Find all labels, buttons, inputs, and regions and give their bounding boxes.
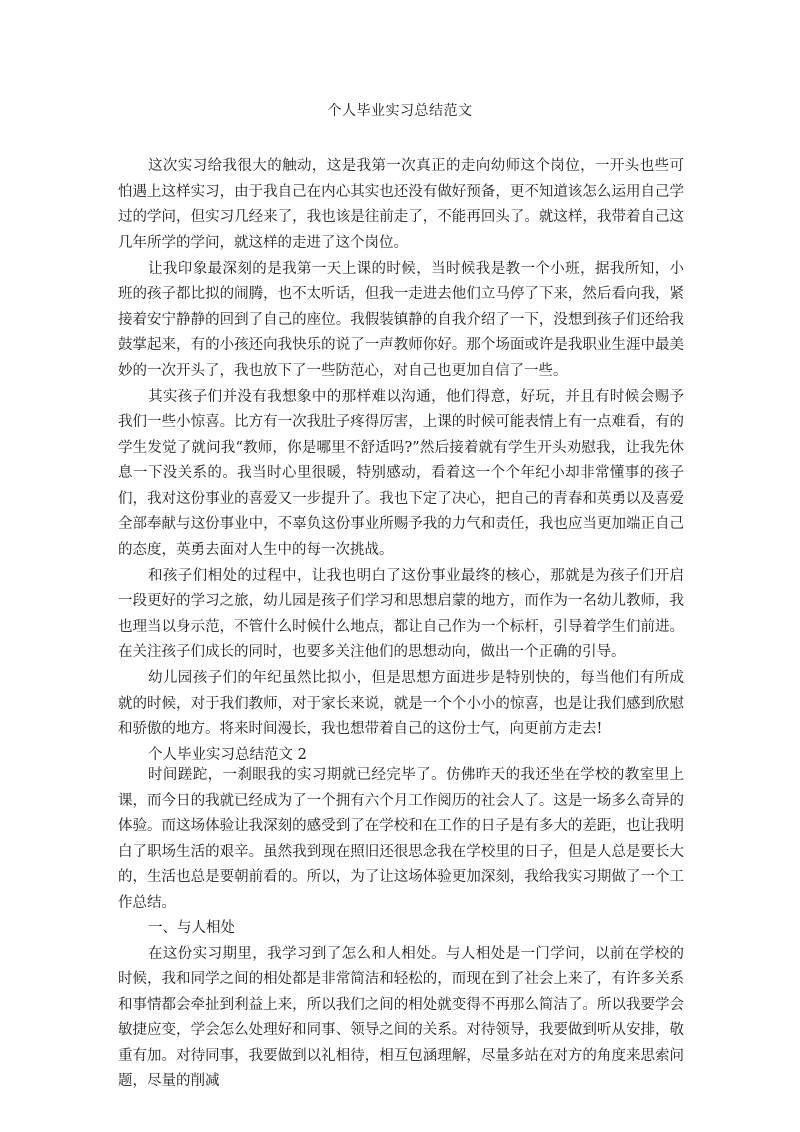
document-title: 个人毕业实习总结范文	[327, 103, 473, 119]
paragraph: 幼儿园孩子们的年纪虽然比拟小，但是思想方面进步是特别快的，每当他们有所成就的时候，对于我们教师，对于家长来说，就是一个个小小的惊喜，也是让我们感到欣慰和骄傲的地方。将来时间漫长，我也想带着自己的这份士气，向更前方走去!	[118, 670, 684, 737]
section-2-title: 个人毕业实习总结范文 2	[148, 746, 307, 763]
section-2	[118, 763, 684, 1095]
paragraph: 和孩子们相处的过程中，让我也明白了这份事业最终的核心，那就是为孩子们开启一段更好的学习之旅，幼儿园是孩子们学习和思想启蒙的地方，而作为一名幼儿教师，我也理当以身示范，不管什么时候什么地点，都让自己作为一个标杆，引导着学生们前进。在关注孩子们成长的同时，也要多关注他们的思想动向，做出一个正确的引导。	[118, 567, 684, 660]
paragraph: 在这份实习期里，我学习到了怎么和人相处。与人相处是一门学问，以前在学校的时候，我和同学之间的相处都是非常简洁和轻松的，而现在到了社会上来了，有许多关系和事情都会牵扯到利益上来，所以我们之间的相处就变得不再那么简洁了。所以我要学会敏捷应变，学会怎么处理好和同事、领导之间的关系。对待领导，我要做到听从安排，敬重有加。对待同事，我要做到以礼相待，相互包涵理解，尽量多站在对方的角度来思索问题，尽量的削减	[118, 945, 684, 1089]
paragraph: 时间蹉跎，一刹眼我的实习期就已经完毕了。仿佛昨天的我还坐在学校的教室里上课，而今日的我就已经成为了一个拥有六个月工作阅历的社会人了。这是一场多么奇异的体验。而这场体验让我深刻的感受到了在学校和在工作的日子是有多大的差距，也让我明白了职场生活的艰辛。虽然我到现在照旧还很思念我在学校里的日子，但是人总是要长大的，生活也总是要朝前看的。所以，为了让这场体验更加深刻，我给我实习期做了一个工作总结。	[118, 767, 684, 911]
section-1	[118, 154, 684, 768]
paragraph: 这次实习给我很大的触动，这是我第一次真正的走向幼师这个岗位，一开头也些可怕遇上这样实习，由于我自己在内心其实也还没有做好预备，更不知道该怎么运用自己学过的学问，但实习几经来了，我也该是往前走了，不能再回头了。就这样，我带着自己这几年所学的学问，就这样的走进了这个岗位。	[118, 158, 684, 251]
paragraph: 其实孩子们并没有我想象中的那样难以沟通，他们得意，好玩，并且有时候会赐予我们一些小惊喜。比方有一次我肚子疼得厉害，上课的时候可能表情上有一点难看，有的学生发觉了就问我“教师，你是哪里不舒适吗?”然后接着就有学生开头劝慰我，让我先休息一下没关系的。我当时心里很暖，特别感动，看着这一个个年纪小却非常懂事的孩子们，我对这份事业的喜爱又一步提升了。我也下定了决心，把自己的青春和英勇以及喜爱全部奉献与这份事业中，不辜负这份事业所赐予我的力气和责任，我也应当更加端正自己的态度，英勇去面对人生中的每一次挑战。	[118, 388, 684, 558]
paragraph: 让我印象最深刻的是我第一天上课的时候，当时候我是教一个小班，据我所知，小班的孩子都比拟的闹腾，也不太听话，但我一走进去他们立马停了下来，然后看向我，紧接着安宁静静的回到了自己的座位。我假装镇静的自我介绍了一下，没想到孩子们还给我鼓掌起来，有的小孩还向我快乐的说了一声教师你好。那个场面或许是我职业生涯中最美妙的一次开头了，我也放下了一些防范心，对自己也更加自信了一些。	[118, 260, 684, 379]
section-heading: 一、与人相处	[148, 920, 235, 936]
